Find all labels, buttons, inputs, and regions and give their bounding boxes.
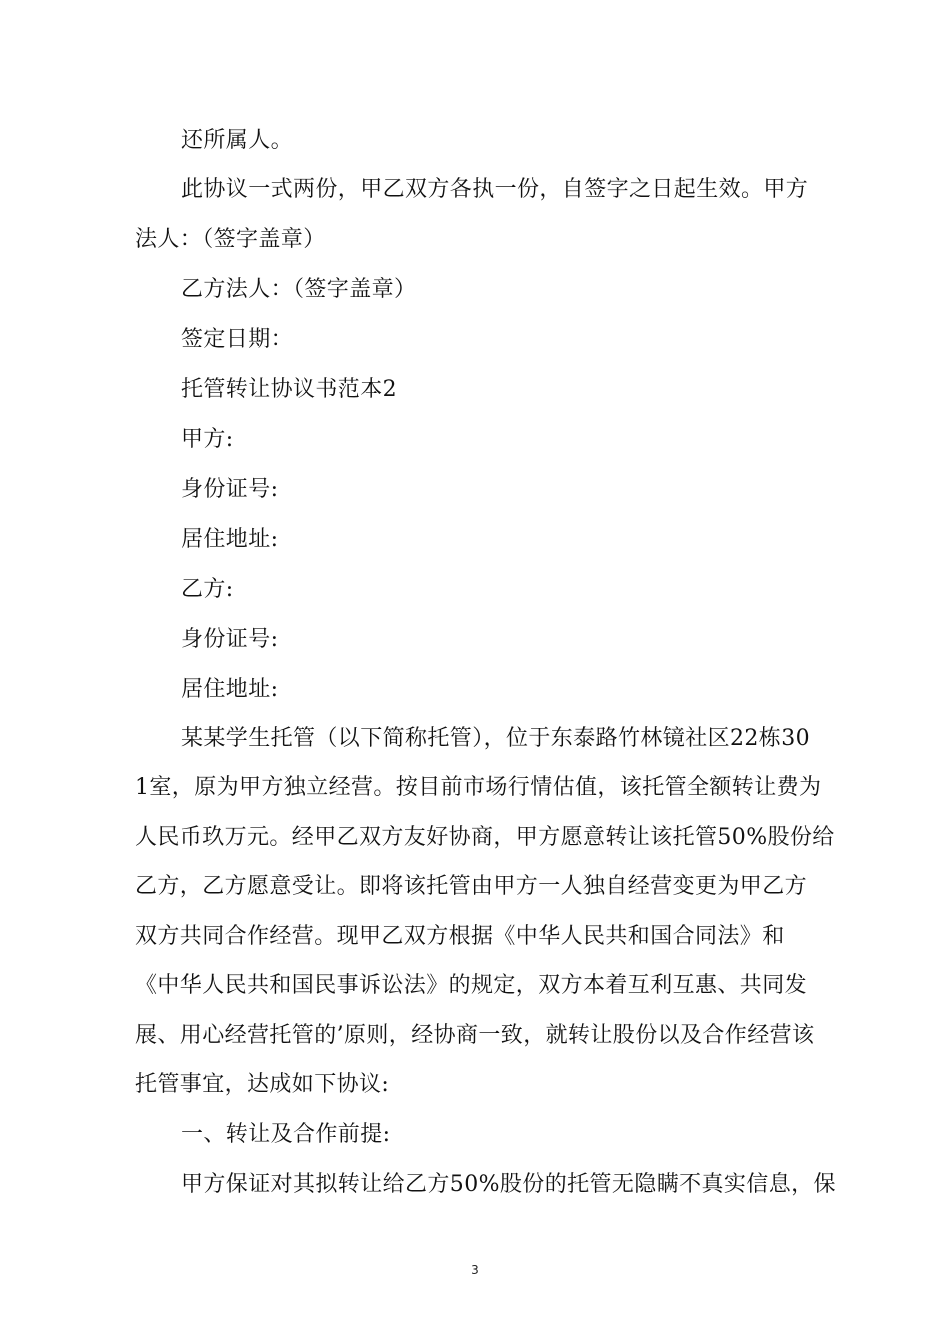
paragraph-line: 1室，原为甲方独立经营。按目前市场行情估值，该托管全额转让费为 bbox=[135, 775, 822, 800]
field-label: 身份证号: bbox=[181, 477, 279, 502]
text-line: 乙方法人：（签字盖章） bbox=[181, 277, 417, 302]
paragraph-line: 人民币玖万元。经甲乙双方友好协商，甲方愿意转让该托管50%股份给 bbox=[135, 825, 835, 850]
paragraph-line: 托管事宜，达成如下协议: bbox=[135, 1072, 390, 1097]
field-label: 乙方: bbox=[181, 577, 234, 602]
page-number: 3 bbox=[471, 1263, 479, 1277]
field-label: 居住地址: bbox=[181, 677, 279, 702]
section-title: 托管转让协议书范本2 bbox=[181, 377, 397, 402]
text-line: 还所属人。 bbox=[181, 128, 294, 153]
text-line: 此协议一式两份，甲乙双方各执一份，自签字之日起生效。甲方 bbox=[181, 177, 809, 202]
paragraph-line: 乙方，乙方愿意受让。即将该托管由甲方一人独自经营变更为甲乙方 bbox=[135, 874, 808, 899]
paragraph-line: 《中华人民共和国民事诉讼法》的规定，双方本着互利互惠、共同发 bbox=[135, 973, 808, 998]
paragraph-line: 甲方保证对其拟转让给乙方50%股份的托管无隐瞒不真实信息，保 bbox=[181, 1172, 836, 1197]
field-label: 居住地址: bbox=[181, 527, 279, 552]
field-label: 身份证号: bbox=[181, 627, 279, 652]
text-line: 法人：（签字盖章） bbox=[135, 227, 326, 252]
paragraph-line: 某某学生托管（以下简称托管），位于东泰路竹林镜社区22栋30 bbox=[181, 726, 810, 751]
field-label: 甲方: bbox=[181, 427, 234, 452]
section-heading: 一、转让及合作前提: bbox=[181, 1122, 391, 1147]
text-line: 签定日期： bbox=[181, 327, 294, 352]
paragraph-line: 展、用心经营托管的’原则，经协商一致，就转让股份以及合作经营该 bbox=[135, 1023, 815, 1048]
paragraph-line: 双方共同合作经营。现甲乙双方根据《中华人民共和国合同法》和 bbox=[135, 924, 785, 949]
